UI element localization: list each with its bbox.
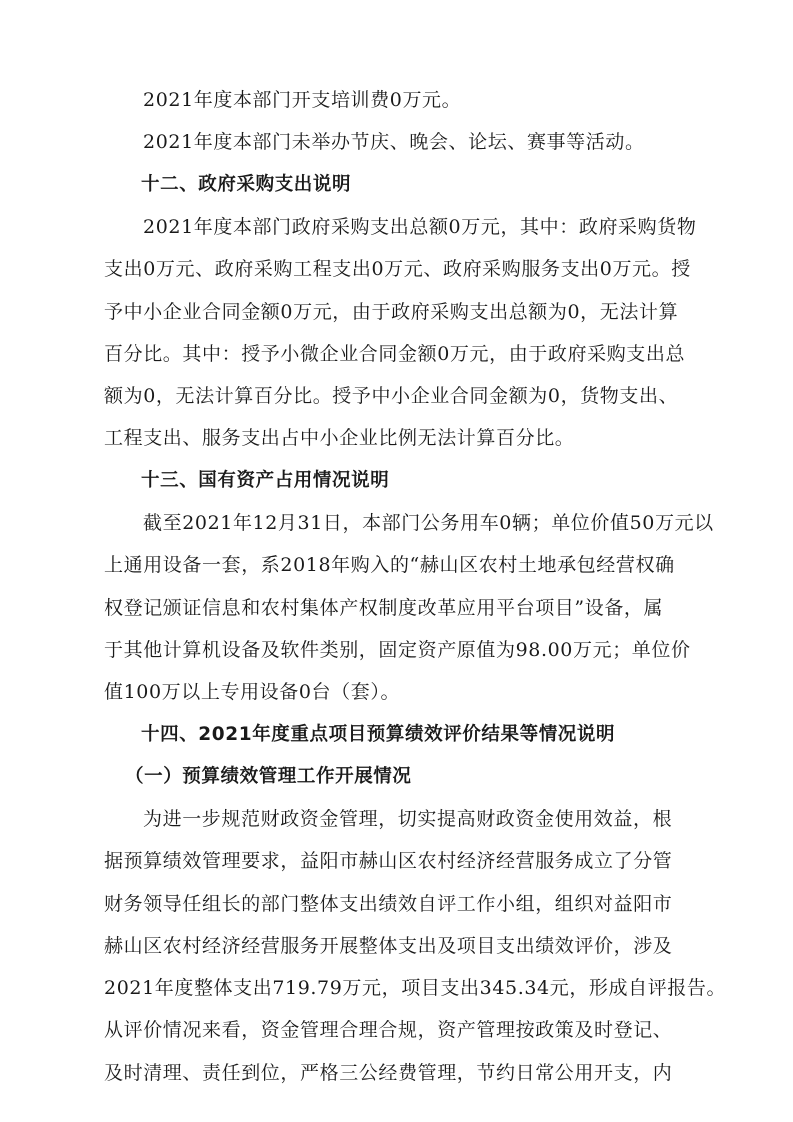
paragraph-assets-line-4: 于其他计算机设备及软件类别，固定资产原值为98.00万元；单位价 [104, 639, 691, 661]
paragraph-procurement-line-2: 支出0万元、政府采购工程支出0万元、政府采购服务支出0万元。授 [104, 258, 691, 280]
paragraph-performance-line-4: 赫山区农村经济经营服务开展整体支出及项目支出绩效评价，涉及 [104, 935, 673, 957]
paragraph-performance-line-7: 及时清理、责任到位，严格三公经费管理，节约日常公用开支，内 [104, 1062, 673, 1084]
section-heading-14: 十四、2021年度重点项目预算绩效评价结果等情况说明 [141, 724, 616, 745]
section-heading-12: 十二、政府采购支出说明 [141, 174, 352, 195]
paragraph-procurement-line-3: 予中小企业合同金额0万元，由于政府采购支出总额为0，无法计算 [104, 301, 679, 323]
paragraph-performance-line-1: 为进一步规范财政资金管理，切实提高财政资金使用效益，根 [143, 808, 673, 830]
paragraph-assets-line-2: 上通用设备一套，系2018年购入的“赫山区农村土地承包经营权确 [104, 554, 675, 576]
paragraph-training-line-1: 2021年度本部门开支培训费0万元。 [143, 89, 462, 111]
paragraph-events-line-1: 2021年度本部门未举办节庆、晚会、论坛、赛事等活动。 [143, 131, 645, 153]
paragraph-assets-line-5: 值100万以上专用设备0台（套）。 [104, 681, 401, 703]
paragraph-assets-line-1: 截至2021年12月31日，本部门公务用车0辆；单位价值50万元以 [143, 512, 714, 534]
paragraph-performance-line-3: 财务领导任组长的部门整体支出绩效自评工作小组，组织对益阳市 [104, 893, 673, 915]
paragraph-procurement-line-6: 工程支出、服务支出占中小企业比例无法计算百分比。 [104, 427, 575, 449]
paragraph-procurement-line-1: 2021年度本部门政府采购支出总额0万元，其中：政府采购货物 [143, 216, 697, 238]
paragraph-performance-line-6: 从评价情况来看，资金管理合理合规，资产管理按政策及时登记、 [104, 1019, 673, 1041]
section-heading-13: 十三、国有资产占用情况说明 [141, 470, 390, 491]
paragraph-procurement-line-4: 百分比。其中：授予小微企业合同金额0万元，由于政府采购支出总 [104, 343, 686, 365]
subsection-heading-14-1: （一）预算绩效管理工作开展情况 [125, 766, 412, 787]
paragraph-assets-line-3: 权登记颁证信息和农村集体产权制度改革应用平台项目”设备，属 [104, 597, 664, 619]
paragraph-procurement-line-5: 额为0，无法计算百分比。授予中小企业合同金额为0，货物支出、 [104, 385, 679, 407]
paragraph-performance-line-5: 2021年度整体支出719.79万元，项目支出345.34元，形成自评报告。 [104, 977, 727, 999]
paragraph-performance-line-2: 据预算绩效管理要求，益阳市赫山区农村经济经营服务成立了分管 [104, 850, 673, 872]
